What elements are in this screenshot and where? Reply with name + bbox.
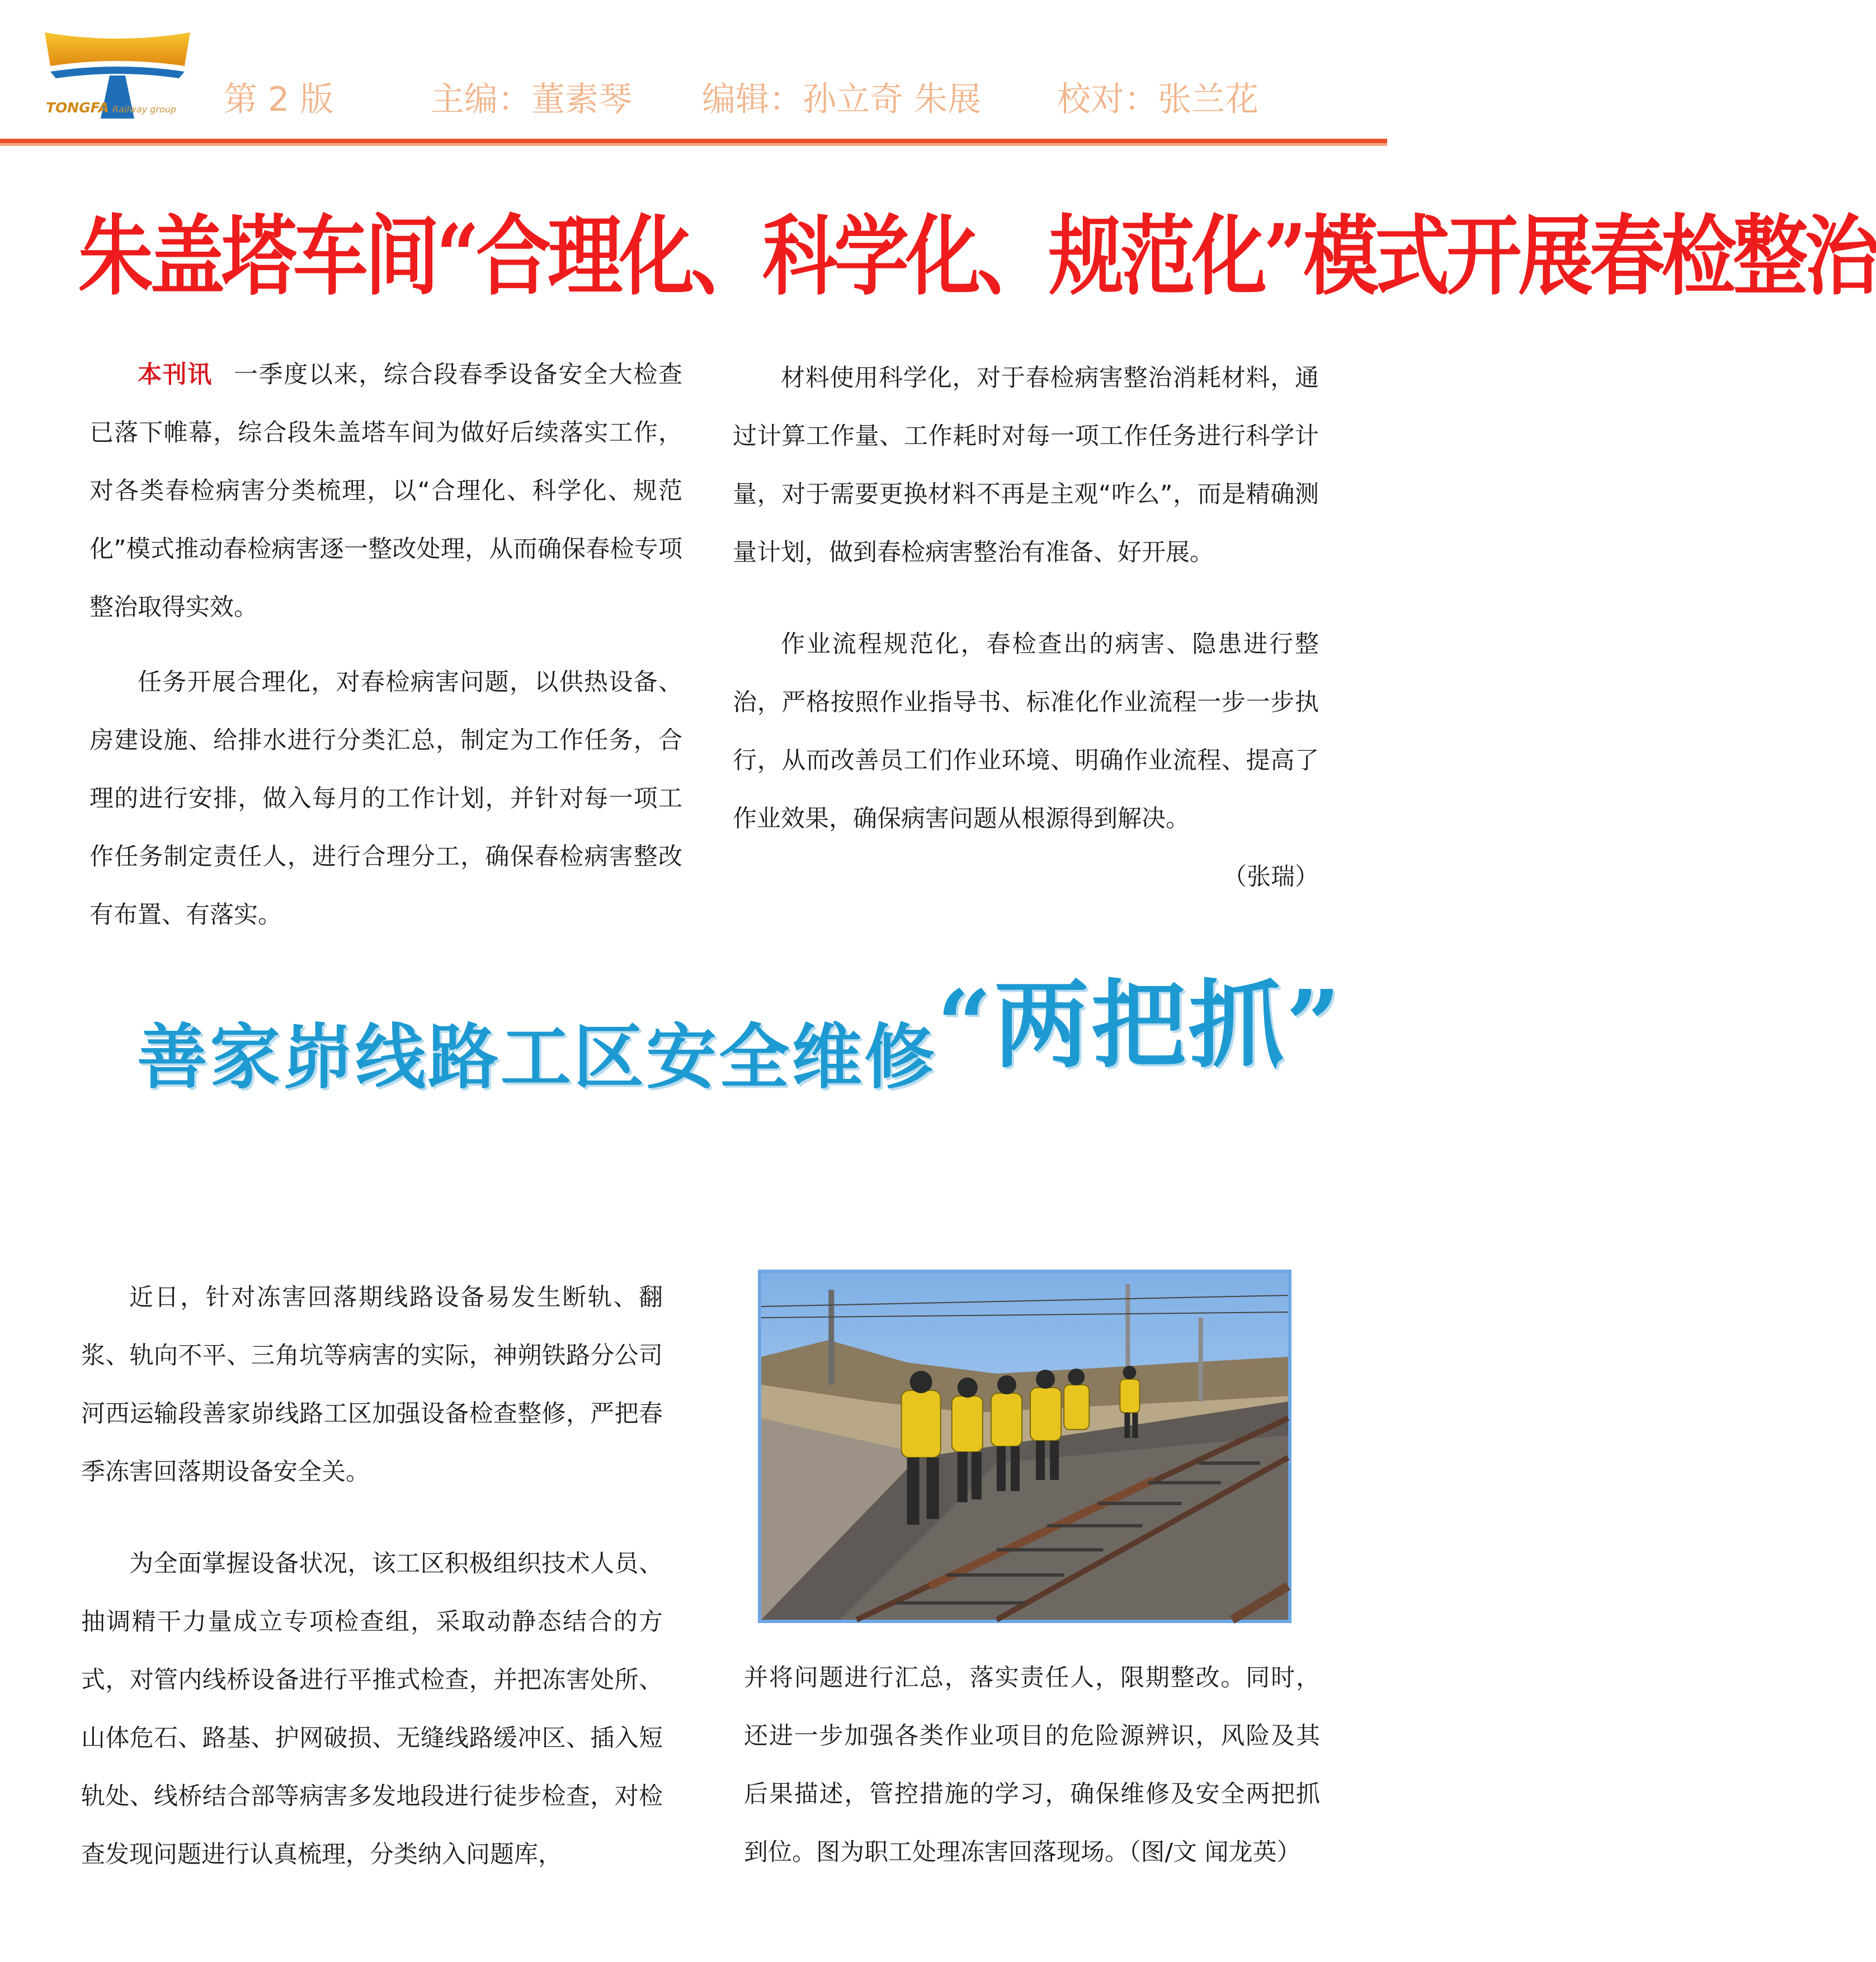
edition-number: 第 2 版	[224, 80, 334, 119]
article2-headline-quote: “两把抓”	[937, 969, 1343, 1081]
article1-lead-label: 本刊讯	[138, 361, 213, 389]
tongfa-logo-icon	[39, 22, 196, 134]
railway-workers-photo-illustration	[761, 1273, 1288, 1620]
article1-right-column	[733, 349, 1319, 906]
article1-paragraph-1: 本刊讯 一季度以来，综合段春季设备安全大检查已落下帷幕，综合段朱盖塔车间为做好后续落实工作，对各类春检病害分类梳理，以“合理化、科学化、规范化”模式推动春检病害逐一整改处理，从而确保春检专项整治取得实效。	[89, 361, 683, 621]
editor: 编辑：孙立奇 朱展	[702, 80, 982, 119]
article2-paragraph-3: 并将问题进行汇总，落实责任人，限期整改。同时，还进一步加强各类作业项目的危险源辨识，风险及其后果描述，管控措施的学习，确保维修及安全两把抓到位。图为职工处理冻害回落现场。（图/文 闻龙英）	[744, 1664, 1320, 1866]
masthead-divider	[0, 139, 1387, 143]
logo-wordmark: TONGFA Railway group	[46, 100, 177, 116]
masthead-divider-shadow	[0, 143, 1387, 146]
article2-left-column	[81, 1268, 663, 1884]
article2-paragraph-1: 近日，针对冻害回落期线路设备易发生断轨、翻浆、轨向不平、三角坑等病害的实际，神朔铁路分公司河西运输段善家峁线路工区加强设备检查整修，严把春季冻害回落期设备安全关。	[81, 1284, 663, 1486]
article2-paragraph-2: 为全面掌握设备状况，该工区积极组织技术人员、抽调精干力量成立专项检查组，采取动静态结合的方式，对管内线桥设备进行平推式检查，并把冻害处所、山体危石、路基、护网破损、无缝线路缓冲区、插入短轨处、线桥结合部等病害多发地段进行徒步检查，对检查发现问题进行认真梳理，分类纳入问题库，	[81, 1550, 663, 1869]
article1-paragraph-3: 材料使用科学化，对于春检病害整治消耗材料，通过计算工作量、工作耗时对每一项工作任务进行科学计量，对于需要更换材料不再是主观“咋么”，而是精确测量计划，做到春检病害整治有准备、好开展。	[733, 364, 1319, 567]
proofreader: 校对：张兰花	[1057, 80, 1258, 119]
article1-headline: 朱盖塔车间“合理化、科学化、规范化”模式开展春检整治	[78, 205, 1876, 308]
article2-headline: 善家峁线路工区安全维修“两把抓”	[137, 969, 1343, 1098]
article1-left-column	[89, 346, 682, 944]
article1-paragraph-2: 任务开展合理化，对春检病害问题，以供热设备、房建设施、给排水进行分类汇总，制定为工作任务，合理的进行安排，做入每月的工作计划，并针对每一项工作任务制定责任人，进行合理分工，确保春检病害整改有布置、有落实。	[89, 668, 682, 929]
article1-paragraph-4: 作业流程规范化，春检查出的病害、隐患进行整治，严格按照作业指导书、标准化作业流程一步一步执行，从而改善员工们作业环境、明确作业流程、提高了作业效果，确保病害问题从根源得到解决。	[733, 630, 1319, 833]
chief-editor: 主编：董素琴	[431, 80, 632, 119]
railway-workers-photo	[758, 1270, 1291, 1623]
article2-right-column	[744, 1649, 1320, 1881]
article1-byline: （张瑞）	[1223, 863, 1319, 891]
